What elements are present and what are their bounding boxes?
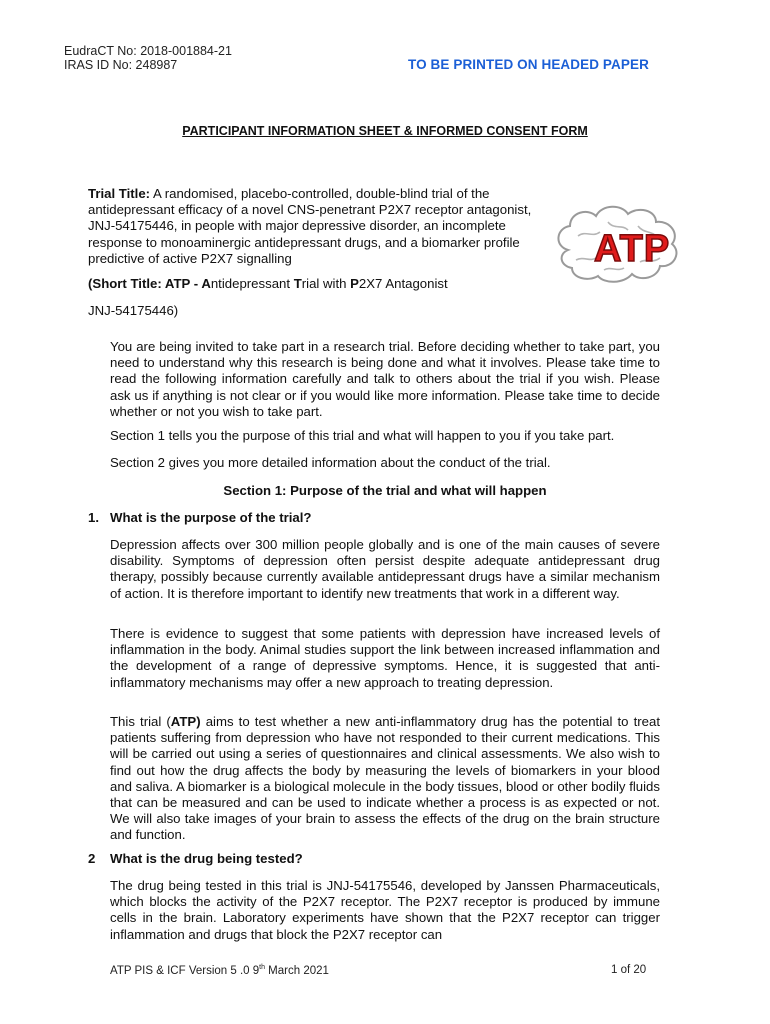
short-title: (Short Title: ATP - Antidepressant Trial with P2X7 Antagonist	[88, 276, 448, 291]
trial-title-label: Trial Title:	[88, 186, 151, 201]
headed-paper-notice: TO BE PRINTED ON HEADED PAPER	[408, 57, 649, 72]
trial-title	[88, 186, 538, 267]
trial-title-text: A randomised, placebo-controlled, double-blind trial of the antidepressant efficacy of a novel CNS-penetrant P2X7 receptor antagonist, JNJ-54175446, in people with major depressive disorder, an incomplete response to monoaminergic antidepressant drugs, and a biomarker profile predictive of active P2X7 signalling	[88, 186, 532, 266]
question1-heading: What is the purpose of the trial?	[110, 510, 312, 525]
atp-logo	[548, 200, 688, 290]
question2-paragraph-1: The drug being tested in this trial is JNJ-54175546, developed by Janssen Pharmaceuticals, which blocks the activity of the P2X7 receptor. The P2X7 receptor is produced by immune cells in the brain. Laboratory experiments have shown that the P2X7 receptor can trigger inflammation and drugs that block the P2X7 receptor can	[110, 878, 660, 942]
question1-paragraph-3: This trial (ATP) aims to test whether a new anti-inflammatory drug has the potential to treat patients suffering from depression who have not responded to their current medications. This will be carried out using a series of questionnaires and clinical assessments. We also wish to find out how the drug affects the body by measuring the levels of biomarkers in your blood and saliva. A biomarker is a biological molecule in the body tissues, blood or other bodily fluids that can be measured and can be used to indicate whether a process is as expected or not. We will also take images of your brain to assess the effects of the drug on the brain structure and function.	[110, 714, 660, 843]
iras-id: IRAS ID No: 248987	[64, 58, 178, 72]
section1-description: Section 1 tells you the purpose of this trial and what will happen to you if you take part.	[110, 428, 615, 443]
atp-logo-text: ATP	[594, 228, 671, 270]
eudract-number: EudraCT No: 2018-001884-21	[64, 44, 232, 58]
footer-version: ATP PIS & ICF Version 5 .0 9th March 2021	[110, 964, 329, 977]
short-title-continued: JNJ-54175446)	[88, 303, 179, 318]
question1-number: 1.	[88, 510, 99, 525]
document-title: PARTICIPANT INFORMATION SHEET & INFORMED CONSENT FORM	[182, 124, 588, 138]
question2-heading: What is the drug being tested?	[110, 851, 303, 866]
question2-number: 2	[88, 851, 96, 866]
section2-description: Section 2 gives you more detailed information about the conduct of the trial.	[110, 455, 551, 470]
intro-paragraph: You are being invited to take part in a research trial. Before deciding whether to take part, you need to understand why this research is being done and what it involves. Please take time to read the following information carefully and talk to others about the trial if you wish. Please ask us if anything is not clear or if you would like more information. Please take time to decide whether or not you wish to take part.	[110, 339, 660, 419]
question1-paragraph-2: There is evidence to suggest that some patients with depression have increased levels of inflammation in the body. Animal studies support the link between increased inflammation and the development of a range of depressive symptoms. Hence, it is suggested that anti-inflammatory mechanisms may offer a new approach to treating depression.	[110, 626, 660, 690]
question1-paragraph-1: Depression affects over 300 million people globally and is one of the main causes of severe disability. Symptoms of depression often persist despite adequate antidepressant drug therapy, possibly because currently available antidepressant drugs have a similar mechanism of action. It is therefore important to identify new treatments that work in a different way.	[110, 537, 660, 601]
section1-heading: Section 1: Purpose of the trial and what will happen	[223, 483, 547, 498]
page-number: 1 of 20	[611, 964, 647, 976]
